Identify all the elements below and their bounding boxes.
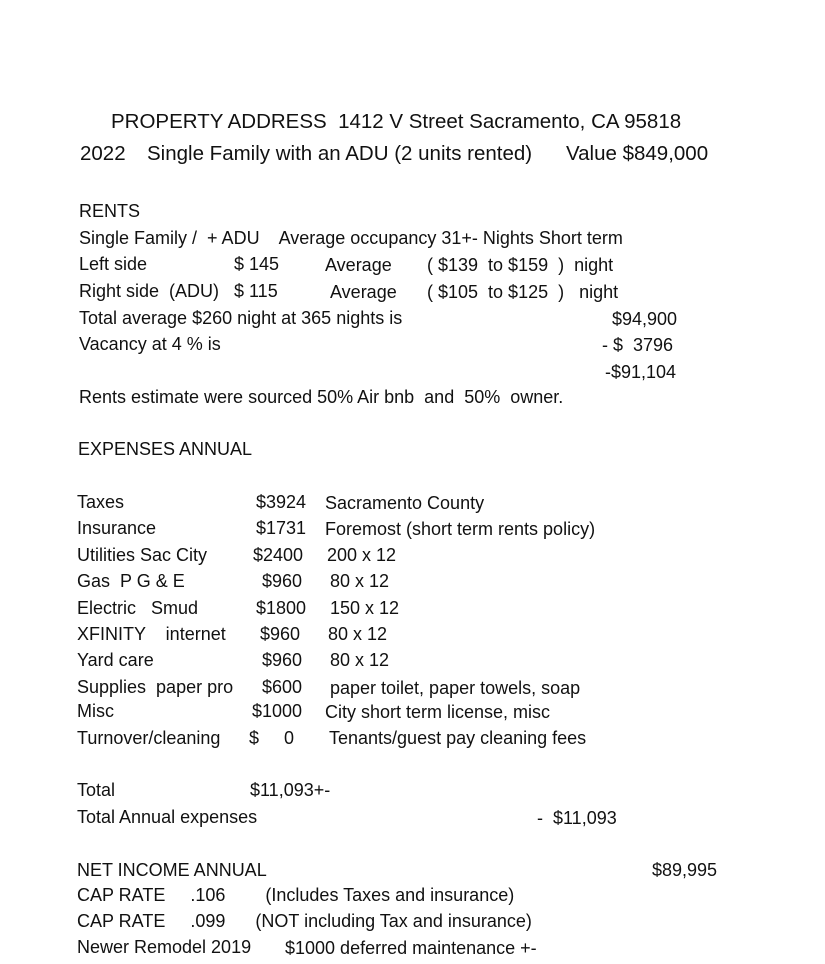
expense-note: 80 x 12 <box>330 571 390 591</box>
annual-expenses-label: Total Annual expenses <box>77 807 258 827</box>
expense-label: XFINITY internet <box>77 624 226 644</box>
property-value: Value $849,000 <box>566 142 709 165</box>
expense-label: Insurance <box>77 518 157 538</box>
cap-rate-with-tax: CAP RATE .106 (Includes Taxes and insurance) <box>77 885 515 905</box>
remodel-note: $1000 deferred maintenance +- <box>285 938 537 958</box>
year: 2022 <box>80 142 126 165</box>
remodel-label: Newer Remodel 2019 <box>77 937 252 957</box>
expense-note: 150 x 12 <box>330 598 400 618</box>
expense-note: 80 x 12 <box>330 650 390 670</box>
occupancy-line: Single Family / + ADU Average occupancy 31+- Nights Short term <box>79 228 623 248</box>
net-rent-value: -$91,104 <box>605 362 677 382</box>
expense-label: Electric Smud <box>77 598 199 618</box>
annual-expenses-value: - $11,093 <box>537 808 617 828</box>
expense-label: Gas P G & E <box>77 571 185 591</box>
net-income-value: $89,995 <box>652 860 718 880</box>
expense-note: 200 x 12 <box>327 545 397 565</box>
expenses-total-label: Total <box>77 780 116 800</box>
rent-total-value: $94,900 <box>612 309 678 329</box>
rent-total-line: Total average $260 night at 365 nights is <box>79 308 403 328</box>
expense-label: Utilities Sac City <box>77 545 208 565</box>
rent-row-range: ( $105 to $125 ) night <box>427 282 619 302</box>
expense-amount: $1800 <box>256 598 307 618</box>
rent-row-amount: $ 115 <box>234 281 278 301</box>
vacancy-value: - $ 3796 <box>602 335 674 355</box>
property-description: Single Family with an ADU (2 units rented) <box>147 142 533 165</box>
rent-row-label: Right side (ADU) <box>79 281 220 301</box>
rent-row-label: Left side <box>79 254 148 274</box>
expense-label: Supplies paper pro <box>77 677 234 697</box>
expense-label: Taxes <box>77 492 125 512</box>
expense-amount: $3924 <box>256 492 307 512</box>
expense-note: Tenants/guest pay cleaning fees <box>329 728 587 748</box>
rent-row-amount: $ 145 <box>234 254 280 274</box>
expense-note: Sacramento County <box>325 493 485 513</box>
expense-amount: $960 <box>260 624 301 644</box>
expense-amount: $1000 <box>252 701 303 721</box>
rents-heading: RENTS <box>79 201 141 221</box>
rent-row-average: Average <box>325 255 392 275</box>
expense-amount: $960 <box>262 650 303 670</box>
expenses-total-amount: $11,093+- <box>250 780 331 800</box>
rent-row-range: ( $139 to $159 ) night <box>427 255 614 275</box>
cap-rate-without-tax: CAP RATE .099 (NOT including Tax and insurance) <box>77 911 532 931</box>
expense-amount: $2400 <box>253 545 304 565</box>
rent-row-average: Average <box>330 282 397 302</box>
expense-amount: $ 0 <box>249 728 295 748</box>
expenses-heading: EXPENSES ANNUAL <box>78 439 253 459</box>
expense-label: Yard care <box>77 650 154 670</box>
net-income-label: NET INCOME ANNUAL <box>77 860 267 880</box>
property-address: PROPERTY ADDRESS 1412 V Street Sacramento, CA 95818 <box>111 110 682 133</box>
expense-note: 80 x 12 <box>328 624 388 644</box>
expense-amount: $1731 <box>256 518 307 538</box>
expense-label: Misc <box>77 701 114 721</box>
expense-amount: $600 <box>262 677 303 697</box>
expense-label: Turnover/cleaning <box>77 728 221 748</box>
expense-note: paper toilet, paper towels, soap <box>330 678 581 698</box>
expense-note: Foremost (short term rents policy) <box>325 519 596 539</box>
expense-note: City short term license, misc <box>325 702 551 722</box>
expense-amount: $960 <box>262 571 303 591</box>
rent-source-note: Rents estimate were sourced 50% Air bnb and 50% owner. <box>79 387 564 407</box>
vacancy-line: Vacancy at 4 % is <box>79 334 221 354</box>
